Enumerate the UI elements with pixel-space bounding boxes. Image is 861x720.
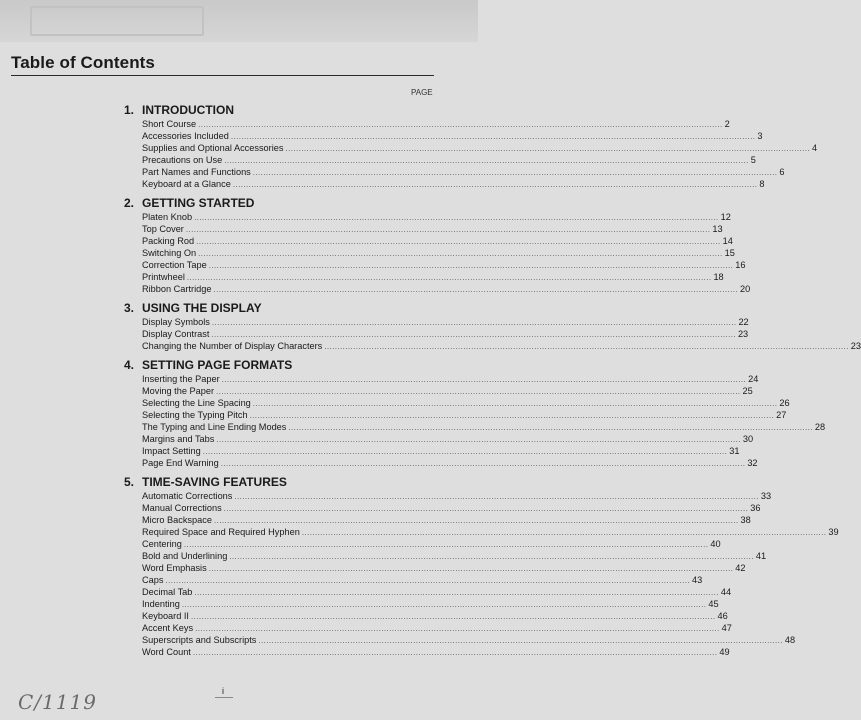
entry-page-number: 2 [724,119,730,129]
entry-label: Accent Keys [142,623,194,633]
dot-leader: ........................................................................................................................................................................................................ [224,156,749,165]
section-title: INTRODUCTION [142,103,234,117]
dot-leader: ........................................................................................................................................................................................................ [213,516,739,525]
section-title: GETTING STARTED [142,196,255,210]
entry-label: Precautions on Use [142,155,223,165]
entry-label: Accessories Included [142,131,229,141]
entry-label: Display Contrast [142,329,210,339]
dot-leader: ........................................................................................................................................................................................................ [194,213,719,222]
dot-leader: ........................................................................................................................................................................................................ [232,180,758,189]
section-title: TIME-SAVING FEATURES [142,475,287,489]
entry-list [142,490,839,658]
section-title: USING THE DISPLAY [142,301,262,315]
dot-leader: ........................................................................................................................................................................................................ [213,285,738,294]
toc-section [124,357,826,469]
entry-label: Short Course [142,119,197,129]
entry-page-number: 20 [740,284,751,294]
entry-page-number: 28 [814,422,826,432]
dot-leader: ........................................................................................................................................................................................................ [252,399,778,408]
toc-entry [142,271,724,283]
entry-page-number: 43 [691,575,703,585]
dot-leader: ........................................................................................................................................................................................................ [252,168,778,177]
entry-list [142,118,818,190]
toc-entry [142,235,733,247]
dot-leader: ........................................................................................................................................................................................................ [185,225,711,234]
toc-entry [142,130,763,142]
entry-label: Keyboard at a Glance [142,179,231,189]
dot-leader: ........................................................................................................................................................................................................ [191,612,716,621]
entry-label: Centering [142,539,182,549]
table-of-contents [124,102,861,663]
toc-entry [142,550,767,562]
entry-label: Inserting the Paper [142,374,220,384]
toc-entry [142,340,861,352]
entry-label: Impact Setting [142,446,201,456]
toc-entry [142,259,746,271]
toc-entry [142,526,839,538]
entry-list [142,316,861,352]
dot-leader: ........................................................................................................................................................................................................ [216,435,741,444]
entry-label: Switching On [142,248,197,258]
dot-leader: ........................................................................................................................................................................................................ [181,600,707,609]
entry-label: Selecting the Line Spacing [142,398,251,408]
dot-leader: ........................................................................................................................................................................................................ [198,120,723,129]
entry-label: The Typing and Line Ending Modes [142,422,287,432]
top-band [0,0,478,42]
dot-leader: ........................................................................................................................................................................................................ [192,648,718,657]
section-heading [124,300,435,316]
entry-label: Caps [142,575,164,585]
entry-page-number: 8 [759,179,765,189]
dot-leader: ........................................................................................................................................................................................................ [195,624,720,633]
entry-page-number: 27 [776,410,787,420]
entry-page-number: 24 [748,374,759,384]
dot-leader: ........................................................................................................................................................................................................ [186,273,712,282]
dot-leader: ........................................................................................................................................................................................................ [198,249,723,258]
entry-label: Bold and Underlining [142,551,228,561]
section-number: 1. [124,103,135,117]
toc-entry [142,166,785,178]
bleed-through-box [30,6,204,36]
entry-label: Decimal Tab [142,587,193,597]
entry-page-number: 3 [757,131,763,141]
entry-page-number: 47 [721,623,732,633]
toc-entry [142,586,732,598]
toc-entry [142,316,749,328]
dot-leader: ........................................................................................................................................................................................................ [301,528,827,537]
footer-rule [215,697,233,698]
toc-entry [142,118,730,130]
entry-label: Supplies and Optional Accessories [142,143,284,153]
page-column-label: PAGE [411,88,433,97]
section-heading [124,195,435,211]
toc-entry [142,328,749,340]
entry-page-number: 23 [737,329,749,339]
dot-leader: ........................................................................................................................................................................................................ [324,342,849,351]
dot-leader: ........................................................................................................................................................................................................ [223,504,749,513]
toc-section [124,474,839,658]
entry-page-number: 25 [742,386,753,396]
entry-page-number: 16 [735,260,746,270]
toc-entry [142,445,740,457]
handwritten-note: C/1119 [18,690,97,714]
entry-label: Indenting [142,599,180,609]
toc-entry [142,397,790,409]
entry-page-number: 5 [750,155,756,165]
section-title: SETTING PAGE FORMATS [142,358,293,372]
toc-entry [142,211,731,223]
toc-entry [142,283,751,295]
entry-page-number: 46 [717,611,728,621]
entry-label: Part Names and Functions [142,167,251,177]
entry-page-number: 13 [712,224,723,234]
dot-leader: ........................................................................................................................................................................................................ [234,492,759,501]
entry-page-number: 6 [779,167,785,177]
entry-page-number: 26 [779,398,790,408]
toc-entry [142,223,723,235]
entry-page-number: 22 [738,317,749,327]
toc-entry [142,562,746,574]
entry-label: Required Space and Required Hyphen [142,527,300,537]
entry-label: Micro Backspace [142,515,212,525]
entry-page-number: 48 [784,635,796,645]
entry-page-number: 30 [742,434,754,444]
section-number: 5. [124,475,135,489]
toc-section [124,300,861,352]
entry-label: Packing Rod [142,236,195,246]
toc-entry [142,154,756,166]
dot-leader: ........................................................................................................................................................................................................ [208,564,734,573]
dot-leader: ........................................................................................................................................................................................................ [211,318,737,327]
toc-entry [142,247,735,259]
entry-label: Page End Warning [142,458,219,468]
section-heading [124,102,435,118]
entry-label: Selecting the Typing Pitch [142,410,248,420]
title-rule [11,75,434,76]
toc-entry [142,457,758,469]
section-number: 3. [124,301,135,315]
entry-page-number: 4 [812,143,818,153]
dot-leader: ........................................................................................................................................................................................................ [230,132,756,141]
entry-label: Superscripts and Subscripts [142,635,257,645]
toc-section [124,102,818,190]
entry-page-number: 38 [740,515,751,525]
entry-label: Top Cover [142,224,184,234]
toc-entry [142,598,719,610]
entry-label: Correction Tape [142,260,207,270]
entry-label: Word Count [142,647,191,657]
toc-entry [142,538,721,550]
section-number: 4. [124,358,135,372]
entry-label: Margins and Tabs [142,434,215,444]
dot-leader: ........................................................................................................................................................................................................ [285,144,810,153]
dot-leader: ........................................................................................................................................................................................................ [165,576,690,585]
dot-leader: ........................................................................................................................................................................................................ [221,375,747,384]
entry-page-number: 39 [828,527,839,537]
entry-page-number: 33 [760,491,772,501]
entry-label: Moving the Paper [142,386,215,396]
entry-label: Ribbon Cartridge [142,284,212,294]
entry-page-number: 44 [720,587,732,597]
entry-page-number: 23 [850,341,861,351]
entry-page-number: 36 [750,503,761,513]
entry-page-number: 12 [720,212,731,222]
entry-list [142,373,826,469]
dot-leader: ........................................................................................................................................................................................................ [249,411,775,420]
entry-label: Word Emphasis [142,563,207,573]
footer-page-number: i [222,686,224,696]
entry-page-number: 40 [710,539,721,549]
entry-page-number: 14 [722,236,733,246]
entry-page-number: 15 [724,248,735,258]
toc-entry [142,610,728,622]
toc-entry [142,622,732,634]
dot-leader: ........................................................................................................................................................................................................ [196,237,721,246]
toc-entry [142,574,703,586]
entry-list [142,211,751,295]
dot-leader: ........................................................................................................................................................................................................ [211,330,736,339]
dot-leader: ........................................................................................................................................................................................................ [208,261,734,270]
toc-entry [142,142,818,154]
entry-page-number: 41 [755,551,767,561]
section-heading [124,357,435,373]
toc-entry [142,409,787,421]
toc-entry [142,490,772,502]
page-title: Table of Contents [11,53,155,72]
toc-entry [142,646,730,658]
dot-leader: ........................................................................................................................................................................................................ [229,552,754,561]
toc-entry [142,385,753,397]
toc-entry [142,178,765,190]
dot-leader: ........................................................................................................................................................................................................ [202,447,728,456]
entry-page-number: 31 [729,446,740,456]
dot-leader: ........................................................................................................................................................................................................ [216,387,741,396]
section-number: 2. [124,196,135,210]
entry-label: Manual Corrections [142,503,222,513]
entry-label: Changing the Number of Display Characters [142,341,323,351]
entry-label: Automatic Corrections [142,491,233,501]
dot-leader: ........................................................................................................................................................................................................ [258,636,783,645]
entry-label: Platen Knob [142,212,193,222]
toc-entry [142,634,796,646]
entry-label: Printwheel [142,272,185,282]
dot-leader: ........................................................................................................................................................................................................ [220,459,746,468]
entry-page-number: 32 [747,458,758,468]
entry-label: Keyboard II [142,611,189,621]
entry-page-number: 42 [735,563,746,573]
toc-entry [142,514,751,526]
toc-entry [142,373,759,385]
toc-entry [142,502,761,514]
section-heading [124,474,435,490]
dot-leader: ........................................................................................................................................................................................................ [183,540,709,549]
dot-leader: ........................................................................................................................................................................................................ [288,423,813,432]
toc-entry [142,421,826,433]
toc-section [124,195,751,295]
entry-label: Display Symbols [142,317,210,327]
entry-page-number: 49 [719,647,730,657]
entry-page-number: 18 [713,272,724,282]
dot-leader: ........................................................................................................................................................................................................ [194,588,719,597]
toc-entry [142,433,754,445]
entry-page-number: 45 [708,599,719,609]
